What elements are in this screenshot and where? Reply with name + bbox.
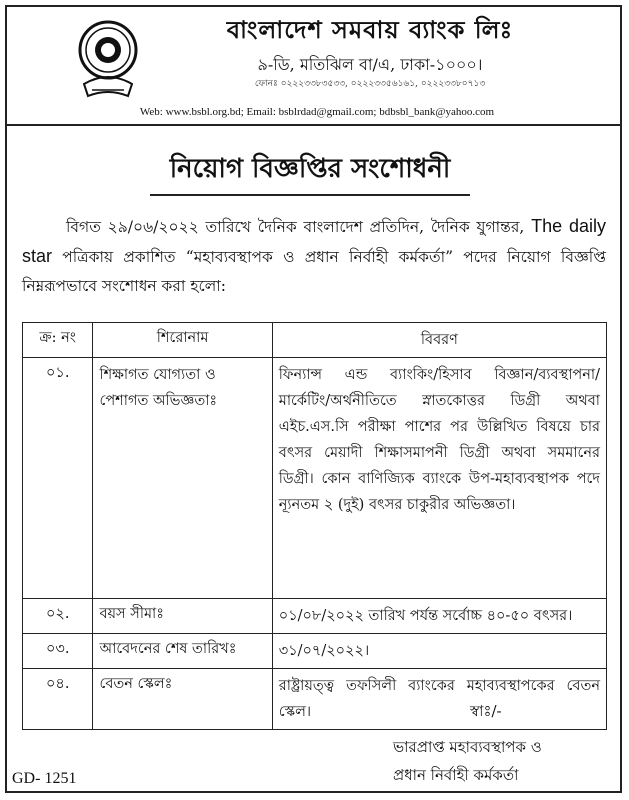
row-sl: ০২. [23, 599, 93, 634]
signature-designation-1: ভারপ্রাপ্ত মহাব্যবস্থাপক ও [393, 738, 542, 756]
row-title: আবেদনের শেষ তারিখঃ [93, 634, 272, 669]
table-header-row [23, 323, 607, 358]
row-sl: ০১. [23, 358, 93, 599]
org-name: বাংলাদেশ সমবায় ব্যাংক লিঃ [226, 15, 514, 44]
row-sl: ০৩. [23, 634, 93, 669]
signature-designation-2: প্রধান নির্বাহী কর্মকর্তা [393, 766, 519, 784]
org-address: ৯-ডি, মতিঝিল বা/এ, ঢাকা-১০০০। [257, 55, 483, 74]
row-detail: ফিন্যান্স এন্ড ব্যাংকিং/হিসাব বিজ্ঞান/ব্যবস্থাপনা/ মার্কেটিং/অর্থনীতিতে স্নাতকোত্তর ডিগ্রী অথবা এইচ.এস.সি পরীক্ষা পাশের পর উল্লিখিত বিষয়ে চার বৎসর মেয়াদী শিক্ষাসমাপনী ডিগ্রী অথবা সমমানের ডিগ্রী। কোন বাণিজ্যিক ব্যাংকে উপ-মহাব্যবস্থাপক পদে ন্যূনতম ২ (দুই) বৎসর চাকুরীর অভিজ্ঞতা। [272, 358, 606, 599]
table-row [23, 358, 607, 599]
details-table [22, 322, 607, 730]
org-phones: ফোনঃ ০২২২৩৩৮৩৫৩৩, ০২২২৩৩৫৬১৬১, ০২২২৩৩৮০৭১৩ [254, 79, 486, 89]
header-divider [5, 124, 622, 126]
row-detail: ৩১/০৭/২০২২। [272, 634, 606, 669]
gd-code: GD- 1251 [12, 770, 77, 787]
org-web-email: Web: www.bsbl.org.bd; Email: bsblrdad@gmail.com; bdbsbl_bank@yahoo.com [139, 106, 495, 118]
header-title: শিরোনাম [93, 323, 272, 358]
signature-mark: স্বাঃ/- [470, 702, 502, 720]
paragraph-text-2: পত্রিকায় প্রকাশিত “মহাব্যবস্থাপক ও প্রধান নির্বাহী কর্মকর্তা” পদের নিয়োগ বিজ্ঞপ্তি নিম্নরূপভাবে সংশোধন করা হলো: [22, 248, 606, 295]
bank-logo-icon [76, 18, 140, 104]
row-title: বেতন স্কেলঃ [93, 669, 272, 730]
header-detail: বিবরণ [272, 323, 606, 358]
table-row [23, 634, 607, 669]
row-title: বয়স সীমাঃ [93, 599, 272, 634]
header-sl: ক্র: নং [23, 323, 93, 358]
row-detail: ০১/০৮/২০২২ তারিখ পর্যন্ত সর্বোচ্চ ৪০-৫০ বৎসর। [272, 599, 606, 634]
row-title: শিক্ষাগত যোগ্যতা ও পেশাগত অভিজ্ঞতাঃ [93, 358, 272, 599]
paragraph-text-1: বিগত ২৯/০৬/২০২২ তারিখে দৈনিক বাংলাদেশ প্রতিদিন, দৈনিক যুগান্তর, [66, 218, 525, 236]
notice-title: নিয়োগ বিজ্ঞপ্তির সংশোধনী [150, 148, 470, 196]
table-row [23, 599, 607, 634]
row-sl: ০৪. [23, 669, 93, 730]
notice-paragraph [22, 212, 606, 301]
row-detail: রাষ্ট্রায়ত্ত্ব তফসিলী ব্যাংকের মহাব্যবস্থাপকের বেতন স্কেল। [272, 669, 606, 730]
table-row [23, 669, 607, 730]
paragraph-newspaper-english: The daily star [22, 216, 606, 266]
